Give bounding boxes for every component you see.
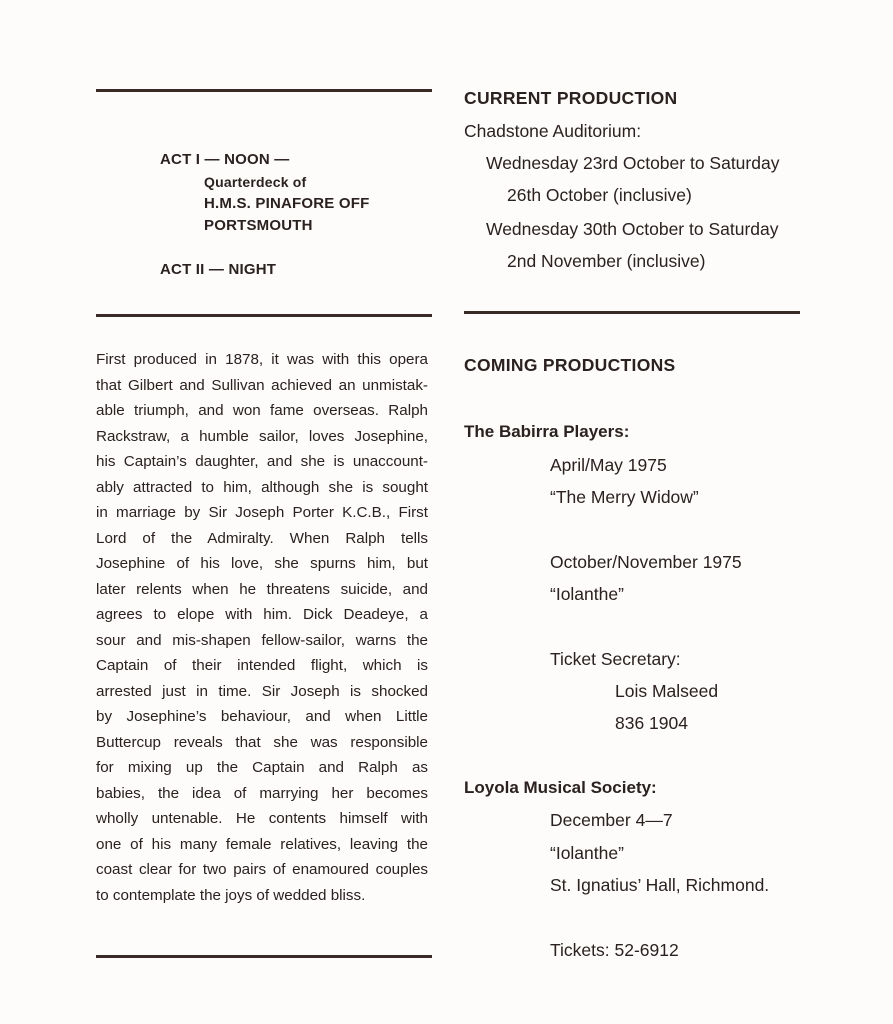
loyola-date: December 4—7 xyxy=(550,810,673,830)
synopsis-line: sour and mis-shapen fellow-sailor, warns the xyxy=(96,631,428,649)
synopsis-line: his Captain’s daughter, and she is unaccount- xyxy=(96,453,428,470)
synopsis-line: Buttercup reveals that she was responsible xyxy=(96,733,428,751)
synopsis-line: later relents when he threatens suicide, and xyxy=(96,580,428,598)
rule-mid-left xyxy=(96,314,432,317)
synopsis-line: coast clear for two pairs of enamoured couples xyxy=(96,861,428,878)
synopsis-line: arrested just in time. Sir Joseph is shocked xyxy=(96,682,428,700)
current-run1-line2: 26th October (inclusive) xyxy=(507,185,692,205)
synopsis-line: ably attracted to him, although she is sought xyxy=(96,478,428,496)
babirra-show2-title: “Iolanthe” xyxy=(550,584,624,604)
synopsis-line: that Gilbert and Sullivan achieved an unmistak- xyxy=(96,376,428,394)
synopsis-line: First produced in 1878, it was with this opera xyxy=(96,351,428,368)
act1-setting-line1: Quarterdeck of xyxy=(204,174,307,190)
loyola-venue: St. Ignatius’ Hall, Richmond. xyxy=(550,875,770,895)
act1-setting-line2: H.M.S. PINAFORE OFF xyxy=(204,195,370,212)
synopsis-line: for mixing up the Captain and Ralph as xyxy=(96,759,428,776)
rule-mid-right xyxy=(464,311,800,314)
current-run2-line1: Wednesday 30th October to Saturday xyxy=(486,219,779,239)
loyola-title: “Iolanthe” xyxy=(550,843,624,863)
ticket-secretary-name: Lois Malseed xyxy=(615,681,719,701)
act2-title: ACT II — NIGHT xyxy=(160,261,277,278)
current-production-heading: CURRENT PRODUCTION xyxy=(464,88,678,108)
babirra-show2-date: October/November 1975 xyxy=(550,552,742,572)
synopsis-line: babies, the idea of marrying her becomes xyxy=(96,784,428,802)
babirra-show1-date: April/May 1975 xyxy=(550,455,667,475)
synopsis-line: Captain of their intended flight, which is xyxy=(96,657,428,674)
act1-title: ACT I — NOON — xyxy=(160,151,290,168)
babirra-players-name: The Babirra Players: xyxy=(464,422,630,441)
synopsis-line: one of his many female relatives, leaving the xyxy=(96,835,428,853)
synopsis-line: Rackstraw, a humble sailor, loves Josephine, xyxy=(96,427,428,445)
ticket-secretary-phone: 836 1904 xyxy=(615,713,688,733)
synopsis-line: agrees to elope with him. Dick Deadeye, a xyxy=(96,606,428,623)
rule-top-left xyxy=(96,89,432,92)
babirra-show1-title: “The Merry Widow” xyxy=(550,487,699,507)
synopsis-line: Josephine of his love, she spurns him, but xyxy=(96,555,428,572)
loyola-tickets: Tickets: 52-6912 xyxy=(550,940,679,960)
synopsis-line: to contemplate the joys of wedded bliss. xyxy=(96,886,366,904)
synopsis-line: Lord of the Admiralty. When Ralph tells xyxy=(96,529,428,547)
coming-productions-heading: COMING PRODUCTIONS xyxy=(464,355,676,375)
synopsis-line: wholly untenable. He contents himself with xyxy=(96,810,428,827)
synopsis-line: able triumph, and won fame overseas. Ralph xyxy=(96,402,428,419)
act1-setting-line3: PORTSMOUTH xyxy=(204,217,313,234)
synopsis-line: in marriage by Sir Joseph Porter K.C.B., First xyxy=(96,504,428,521)
synopsis-line: by Josephine’s behaviour, and when Little xyxy=(96,708,428,725)
rule-bottom-left xyxy=(96,955,432,958)
ticket-secretary-label: Ticket Secretary: xyxy=(550,649,681,669)
synopsis xyxy=(96,347,428,908)
loyola-society-name: Loyola Musical Society: xyxy=(464,778,657,797)
current-venue: Chadstone Auditorium: xyxy=(464,121,642,141)
current-run1-line1: Wednesday 23rd October to Saturday xyxy=(486,153,780,173)
current-run2-line2: 2nd November (inclusive) xyxy=(507,251,706,271)
